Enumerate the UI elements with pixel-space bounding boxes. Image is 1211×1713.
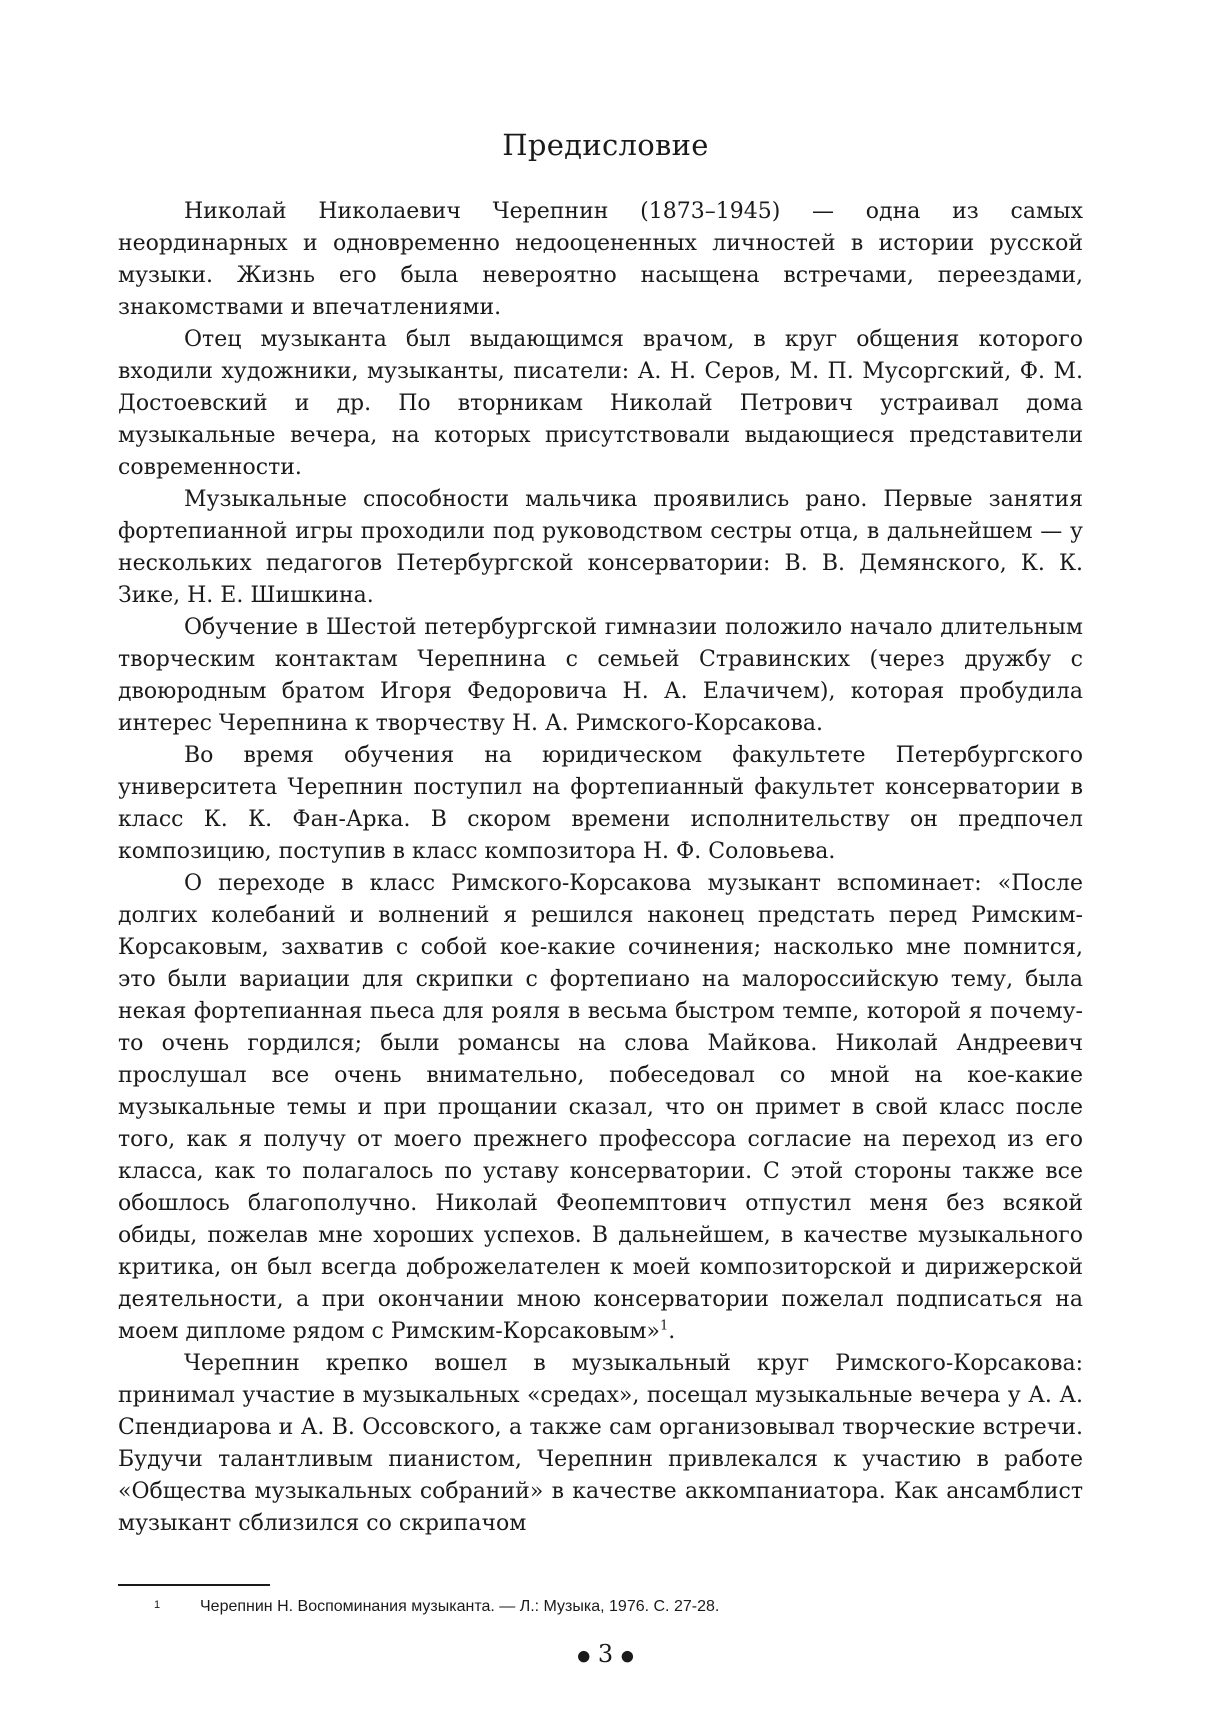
footnote <box>118 1598 1083 1616</box>
page-number <box>0 1640 1211 1668</box>
page-title: Предисловие <box>502 128 709 162</box>
footnote-text: Черепнин Н. Воспоминания музыканта. — Л.: Музыка, 1976. С. 27-28. <box>200 1598 720 1615</box>
paragraph-quote <box>118 868 1083 1348</box>
quote-text: О переходе в класс Римского-Корсакова музыкант вспоминает: «После долгих колебаний и волнений я решился наконец предстать перед Римским-Корсаковым, захватив с собой кое-какие сочинения; насколько мне помнится, это были вариации для скрипки с фортепиано на малороссийскую тему, была некая фортепианная пьеса для рояля в весьма быстром темпе, которой я почему-то очень гордился; были романсы на слова Майкова. Николай Андреевич прослушал все очень внимательно, побеседовал со мной на кое-какие музыкальные темы и при прощании сказал, что он примет в свой класс после того, как я получу от моего прежнего профессора согласие на переход из его класса, как то полагалось по уставу консерватории. С этой стороны также все обошлось благополучно. Николай Феопемптович отпустил меня без всякой обиды, пожелав мне хороших успехов. В дальнейшем, в качестве музыкального критика, он был всегда доброжелателен к моей композиторской и дирижерской деятельности, а при окончании мною консерватории пожелал подписаться на моем дипломе рядом с Римским-Корсаковым» <box>118 871 1083 1344</box>
paragraph: Черепнин крепко вошел в музыкальный круг Римского-Корсакова: принимал участие в музыкальных «средах», посещал музыкальные вечера у А. А. Спендиарова и А. В. Оссовского, а также сам организовывал творческие встречи. Будучи талантливым пианистом, Черепнин привлекался к участию в работе «Общества музыкальных собраний» в качестве аккомпаниатора. Как ансамблист музыкант сблизился со скрипачом <box>118 1351 1083 1536</box>
bullet-left-icon: ● <box>577 1646 591 1665</box>
paragraph: Отец музыканта был выдающимся врачом, в круг общения которого входили художники, музыканты, писатели: А. Н. Серов, М. П. Мусоргский, Ф. М. Достоевский и др. По вторникам Николай Петрович устраивал дома музыкальные вечера, на которых присутствовали выдающиеся представители современности. <box>118 327 1083 480</box>
body-text <box>118 196 1083 1540</box>
paragraph: Николай Николаевич Черепнин (1873–1945) — одна из самых неординарных и одновременно недооцененных личностей в истории русской музыки. Жизнь его была невероятно насыщена встречами, переездами, знакомствами и впечатлениями. <box>118 199 1083 320</box>
page-number-value: 3 <box>597 1640 614 1668</box>
footnote-reference[interactable]: 1 <box>660 1318 669 1334</box>
footnote-divider <box>118 1584 270 1586</box>
bullet-right-icon: ● <box>620 1646 634 1665</box>
paragraph: Обучение в Шестой петербургской гимназии положило начало длительным творческим контактам Черепнина с семьей Стравинских (через дружбу с двоюродным братом Игоря Федоровича Н. А. Елачичем), которая пробудила интерес Черепнина к творчеству Н. А. Римского-Корсакова. <box>118 615 1083 736</box>
quote-end-period: . <box>668 1319 676 1344</box>
footnote-number: 1 <box>154 1599 161 1611</box>
paragraph: Во время обучения на юридическом факультете Петербургского университета Черепнин поступил на фортепианный факультет консерватории в класс К. К. Фан-Арка. В скором времени исполнительству он предпочел композицию, поступив в класс композитора Н. Ф. Соловьева. <box>118 743 1083 864</box>
paragraph: Музыкальные способности мальчика проявились рано. Первые занятия фортепианной игры проходили под руководством сестры отца, в дальнейшем — у нескольких педагогов Петербургской консерватории: В. В. Демянского, К. К. Зике, Н. Е. Шишкина. <box>118 487 1083 608</box>
